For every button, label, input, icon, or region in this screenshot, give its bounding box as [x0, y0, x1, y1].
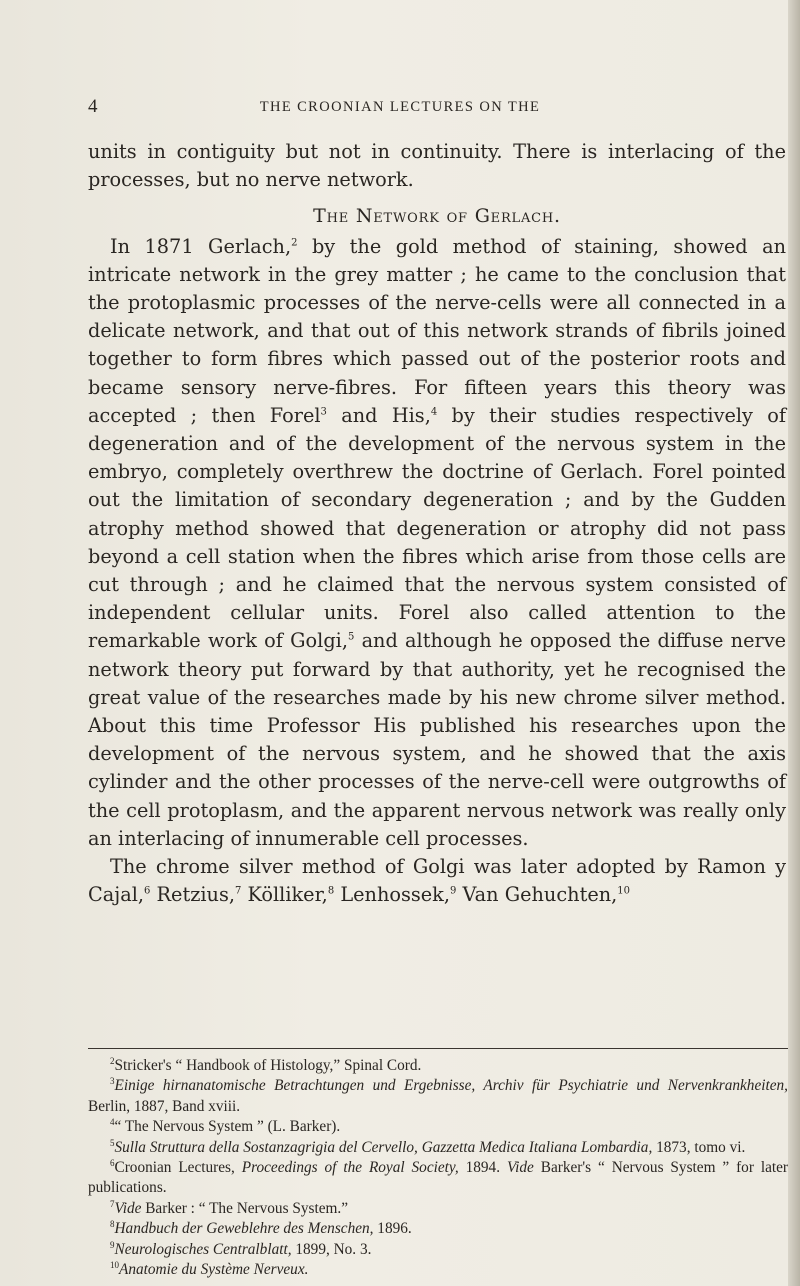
page-edge	[788, 0, 800, 1286]
footnote-title: Anatomie du Système Nerveux.	[119, 1261, 309, 1279]
text-run: The chrome silver method of Golgi was later adopted by Ramon y Cajal,	[88, 855, 786, 907]
running-head: THE CROONIAN LECTURES ON THE	[259, 99, 541, 115]
footnote-10	[88, 1260, 788, 1280]
text-run: by their studies respectively of degeneration and of the development of the nervous system in the embryo, completely overthrew the doctrine of Gerlach. Forel pointed out the limitation of secondary degeneration ; and by the Gudden atrophy method showed that degeneration or atrophy did not pass beyond a cell station when the fibres which arise from those cells are cut through ; and he claimed that the nervous system consisted of independent cellular units. Forel also called attention to the remarkable work of Golgi,	[88, 403, 787, 653]
footnote-text: “ The Nervous System ” (L. Barker).	[114, 1118, 341, 1136]
footnote-text: Croonian Lectures,	[114, 1159, 242, 1177]
footnote-title: Handbuch der Geweblehre des Menschen,	[114, 1220, 374, 1238]
footnote-title: Sulla Struttura della Sostanzagrigia del Cervello, Gazzetta Medica Italiana Lombardia,	[114, 1138, 653, 1156]
footnote-mark: 2	[110, 1055, 115, 1066]
footnote-vide: Vide	[114, 1199, 142, 1217]
footnote-6	[88, 1158, 788, 1199]
footnote-title: Einige hirnanatomische Betrachtungen und Ergebnisse, Archiv für Psychiatrie und Nervenkrankheiten,	[114, 1077, 788, 1095]
footnote-ref: 3	[320, 406, 327, 418]
footnote-rule	[88, 1048, 788, 1049]
text-run: Van Gehuchten,	[456, 883, 618, 907]
footnote-mark: 6	[110, 1157, 115, 1168]
text-run: Kölliker,	[241, 883, 328, 907]
paragraph-3	[88, 853, 786, 909]
footnote-ref: 9	[450, 885, 457, 897]
footnote-mark: 3	[110, 1076, 115, 1087]
page-number: 4	[88, 96, 98, 117]
footnote-4	[88, 1117, 788, 1137]
footnote-9	[88, 1240, 788, 1260]
footnote-5	[88, 1138, 788, 1158]
footnote-vide: Vide	[506, 1159, 534, 1177]
footnote-8	[88, 1219, 788, 1239]
text-run: and although he opposed the diffuse nerve network theory put forward by that authority, yet he recognised the great value of the researches made by his new chrome silver method. About this time Professor His published his researches upon the development of the nervous system, and he showed that the axis cylinder and the other processes of the nerve-cell were outgrowths of the cell protoplasm, and the apparent nervous network was really only an interlacing of innumerable cell processes.	[88, 629, 786, 850]
body-text	[88, 138, 786, 909]
text-run: Lenhossek,	[334, 883, 450, 907]
text-run: by the gold method of staining, showed an intricate network in the grey matter ; he came to the conclusion that the protoplasmic processes of the nerve-cells were all connected in a delicate network, and that out of this network strands of fibrils joined together to form fibres which passed out of the posterior roots and became sensory nerve-fibres. For fifteen years this theory was accepted ; then Forel	[88, 234, 787, 427]
page-header	[0, 96, 800, 118]
text-run: and His,	[326, 403, 431, 427]
footnote-title: Neurologisches Centralblatt,	[114, 1240, 292, 1258]
footnote-text: Stricker's “ Handbook of Histology,” Spinal Cord.	[114, 1057, 422, 1074]
footnote-2	[88, 1056, 788, 1076]
footnotes	[88, 1056, 788, 1280]
footnote-mark: 4	[110, 1117, 115, 1128]
footnote-ref: 7	[234, 885, 242, 897]
footnote-ref: 6	[144, 885, 151, 897]
footnote-text: 1894.	[458, 1159, 507, 1177]
footnote-mark: 5	[110, 1137, 115, 1148]
footnote-ref: 4	[430, 406, 438, 418]
footnote-title: Proceedings of the Royal Society,	[241, 1159, 459, 1177]
text-run: Retzius,	[150, 883, 235, 907]
footnote-3	[88, 1076, 788, 1117]
footnote-ref: 8	[327, 885, 335, 897]
footnote-7	[88, 1199, 788, 1219]
footnote-text: 1896.	[373, 1220, 412, 1238]
paragraph-2	[88, 233, 786, 853]
text-run: In 1871 Gerlach,	[110, 234, 292, 258]
footnote-text: Berlin, 1887, Band xviii.	[88, 1097, 241, 1115]
footnote-text: Barker's “ Nervous System ” for later publications.	[88, 1159, 789, 1197]
footnote-mark: 8	[110, 1219, 115, 1230]
footnote-ref: 10	[617, 885, 631, 897]
footnote-mark: 7	[110, 1198, 115, 1209]
footnote-mark: 9	[110, 1239, 115, 1250]
footnote-ref: 2	[291, 237, 298, 249]
section-heading: The Network of Gerlach.	[313, 205, 561, 228]
footnote-text: Barker : “ The Nervous System.”	[141, 1199, 349, 1217]
paragraph-1: units in contiguity but not in continuity. There is interlacing of the processes, but no nerve network.	[88, 140, 786, 192]
footnote-text: 1899, No. 3.	[291, 1240, 372, 1258]
footnote-ref: 5	[347, 632, 355, 644]
footnote-mark: 10	[110, 1259, 119, 1270]
footnote-text: 1873, tomo vi.	[652, 1138, 746, 1156]
